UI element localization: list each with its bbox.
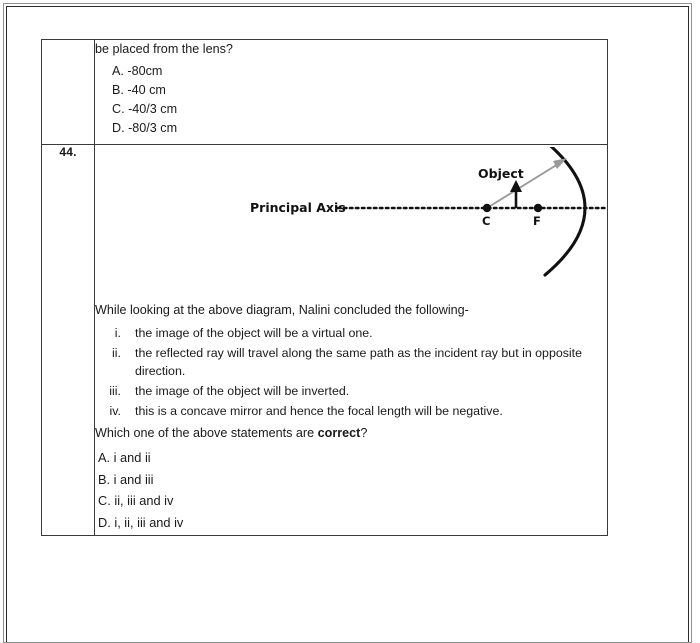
table-row — [42, 145, 608, 536]
statement-numeral: iii. — [109, 384, 121, 398]
incident-ray-arrowhead — [553, 158, 567, 169]
prompt-text-after: ? — [360, 426, 368, 440]
answer-options-list — [95, 62, 607, 138]
statement-text: the image of the object will be a virtual one. — [135, 326, 373, 340]
centre-of-curvature-point — [483, 204, 491, 212]
statement-ii — [95, 344, 607, 380]
statement-text: the reflected ray will travel along the same path as the incident ray but in opposite direction. — [135, 346, 583, 378]
optics-diagram-container — [95, 147, 607, 299]
statement-numeral: iv. — [109, 404, 121, 418]
option-c[interactable]: C. ii, iii and iv — [98, 493, 174, 508]
point-c-label: C — [482, 214, 491, 228]
statement-numeral: ii. — [112, 346, 121, 360]
option-c[interactable]: C. -40/3 cm — [112, 102, 178, 116]
statements-intro: While looking at the above diagram, Nalini concluded the following- — [95, 303, 469, 317]
statement-i — [95, 324, 607, 342]
option-a[interactable]: A. i and ii — [98, 450, 151, 465]
statement-text: this is a concave mirror and hence the focal length will be negative. — [135, 404, 503, 418]
statement-iv — [95, 402, 607, 420]
object-label: Object — [478, 166, 524, 181]
statement-numeral: i. — [114, 326, 121, 340]
focal-point — [534, 204, 542, 212]
question-prompt — [95, 424, 607, 443]
table-row — [42, 40, 608, 145]
option-b[interactable]: B. i and iii — [98, 471, 154, 487]
point-f-label: F — [533, 214, 541, 228]
question-number-cell — [42, 40, 95, 145]
option-a[interactable]: A. -80cm — [112, 64, 163, 78]
prompt-emphasis: correct — [317, 426, 361, 440]
answer-options-list — [95, 447, 607, 533]
statement-text: the image of the object will be inverted. — [135, 384, 350, 398]
statement-iii — [95, 382, 607, 400]
question-table — [41, 39, 608, 536]
question-body-cell — [95, 40, 608, 145]
option-d[interactable]: D. i, ii, iii and iv — [98, 514, 184, 530]
concave-mirror-arc — [545, 147, 585, 275]
option-d[interactable]: D. -80/3 cm — [112, 121, 178, 135]
question-stem: be placed from the lens? — [95, 42, 233, 56]
principal-axis-label: Principal Axis — [250, 200, 346, 215]
question-number-cell: 44. — [42, 145, 95, 536]
concave-mirror-ray-diagram — [95, 147, 640, 299]
question-body-cell — [95, 145, 608, 536]
object-arrow-head — [510, 180, 522, 192]
prompt-text-before: Which one of the above statements are — [95, 426, 318, 440]
statements-list — [95, 324, 607, 420]
option-b[interactable]: B. -40 cm — [112, 83, 166, 97]
